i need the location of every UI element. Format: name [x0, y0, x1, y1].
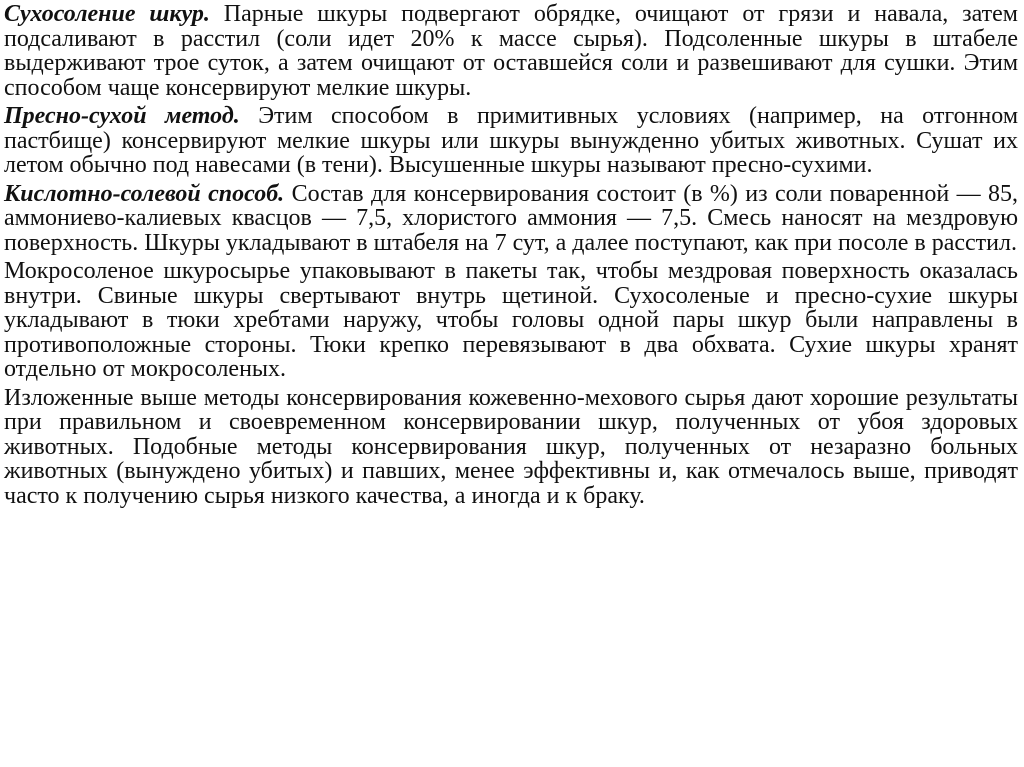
paragraph-packing	[4, 259, 1018, 382]
paragraph-fresh-dry-method	[4, 104, 1018, 178]
paragraph-lead: Пресно-сухой метод.	[4, 103, 240, 129]
paragraph-lead: Кислотно-солевой способ.	[4, 180, 285, 207]
paragraph-dry-salting	[4, 2, 1018, 100]
paragraph-acid-salt-method	[4, 182, 1018, 256]
paragraph-text: Парные шкуры подвергают обрядке, очищают от грязи и навала, затем подсаливают в расстил (соли идет 20% к массе сырья). Подсоленные шкуры в штабеле выдерживают трое суток, а затем очищают от оставшейся соли и развешивают для сушки. Этим способом чаще консервируют мелкие шкуры.	[4, 1, 1018, 101]
paragraph-conclusion	[4, 386, 1018, 509]
paragraph-text: Изложенные выше методы консервирования кожевенно-мехового сырья дают хорошие результаты при правильном и своевременном консервировании шкур, полученных от убоя здоровых животных. Подобные методы консервирования шкур, полученных от незаразно больных животных (вынуждено убитых) и павших, менее эффективны и, как отмечалось выше, приводят часто к получению сырья низкого качества, а иногда и к браку.	[4, 384, 1018, 509]
paragraph-text: Мокросоленое шкуросырье упаковывают в пакеты так, чтобы мездровая поверхность оказалась внутри. Свиные шкуры свертывают внутрь щетиной. Сухосоленые и пресно-сухие шкуры укладывают в тюки хребтами наружу, чтобы головы одной пары шкур были направлены в противоположные стороны. Тюки крепко перевязывают в два обхвата. Сухие шкуры хранят отдельно от мокросоленых.	[4, 258, 1018, 382]
paragraph-lead: Сухосоление шкур.	[4, 1, 210, 27]
paragraph-text: Состав для консервирования состоит (в %) из соли поваренной — 85, аммониево-калиевых квасцов — 7,5, хлористого аммония — 7,5. Смесь наносят на мездровую поверхность. Шкуры укладывают в штабеля на 7 сут, а далее поступают, как при посоле в расстил.	[4, 180, 1019, 256]
paragraph-text: Этим способом в примитивных условиях (например, на отгонном пастбище) консервируют мелкие шкуры или шкуры вынужденно убитых животных. Сушат их летом обычно под навесами (в тени). Высушенные шкуры называют пресно-сухими.	[4, 103, 1019, 178]
